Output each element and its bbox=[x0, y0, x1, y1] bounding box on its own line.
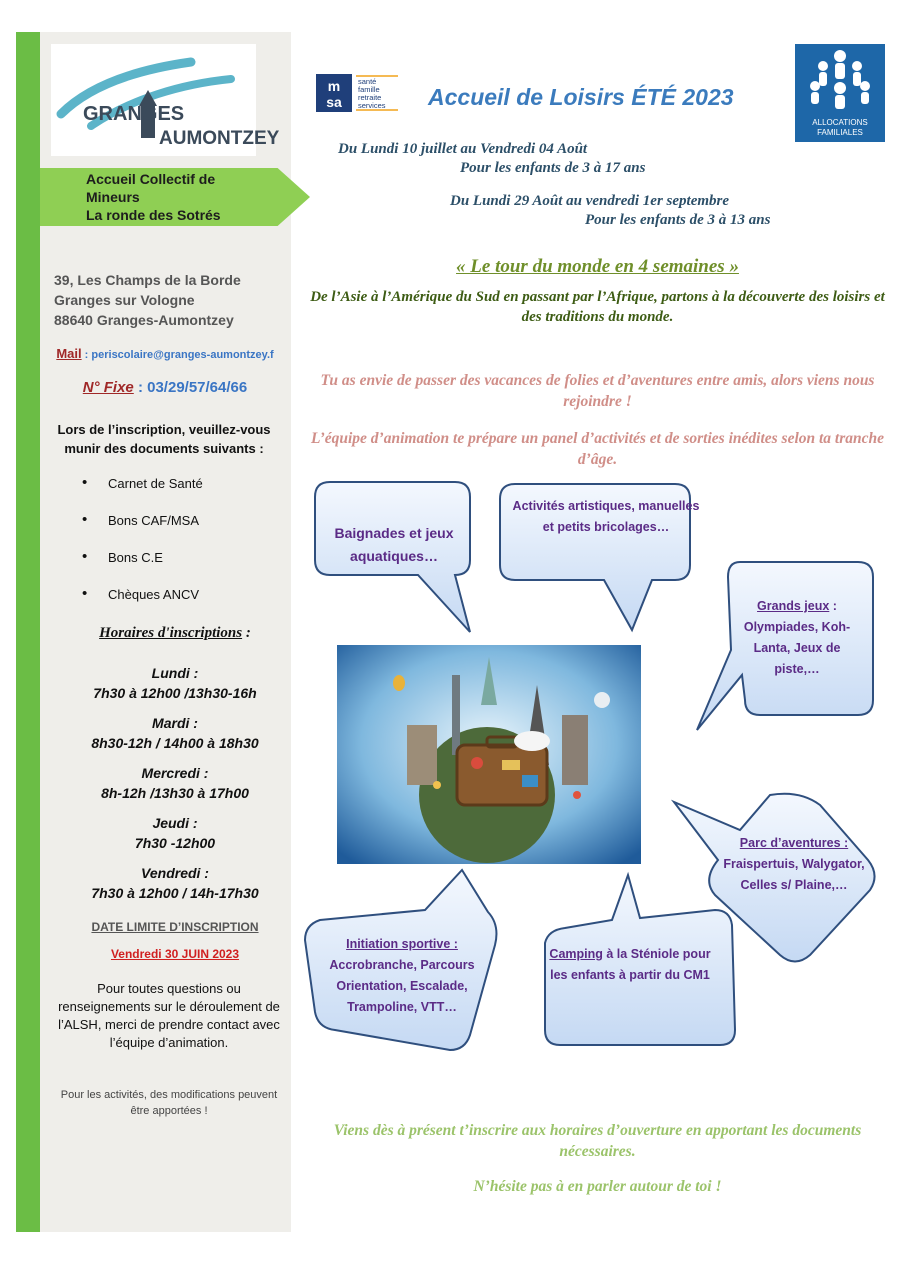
msa-line-3: retraite bbox=[358, 93, 382, 102]
bubble-adventure-parks bbox=[718, 833, 870, 896]
bubble-sports bbox=[320, 934, 484, 1018]
pitch-2: L’équipe d’animation te prépare un panel d’activités et de sorties inédites selon ta tranche d’âge. bbox=[310, 430, 885, 468]
address-line-2: Granges sur Vologne bbox=[54, 292, 195, 308]
documents-intro: Lors de l’inscription, veuillez-vous munir des documents suivants : bbox=[57, 422, 271, 456]
horaires-title: Horaires d'inscriptions : bbox=[99, 625, 251, 641]
period-2-ages: Pour les enfants de 3 à 13 ans bbox=[585, 212, 771, 228]
bubble-sports-text: Accrobranche, Parcours Orientation, Escalade, Trampoline, VTT… bbox=[329, 958, 475, 1014]
mail-line: Mail : periscolaire@granges-aumontzey.f bbox=[56, 346, 274, 361]
questions-note: Pour toutes questions ou renseignements sur le déroulement de l’ALSH, merci de prendre contact avec l’équipe d’animation. bbox=[58, 981, 280, 1050]
bubble-swimming: Baignades et jeux aquatiques… bbox=[334, 525, 454, 564]
list-item: • Bons C.E bbox=[80, 550, 280, 587]
day-name: Vendredi : bbox=[141, 865, 209, 881]
day-name: Lundi : bbox=[151, 665, 199, 681]
footer-invitation: Viens dès à présent t’inscrire aux horaires d’ouverture en apportant les documents nécessaires. bbox=[333, 1122, 862, 1160]
bubble-big-games-text: : Olympiades, Koh-Lanta, Jeux de piste,… bbox=[743, 599, 851, 676]
tower-shape bbox=[452, 675, 460, 755]
day-name: Jeudi : bbox=[152, 815, 198, 831]
logo-text-1: GRANGES bbox=[83, 103, 185, 125]
msa-line-4: services bbox=[358, 101, 386, 110]
pitch-1: Tu as envie de passer des vacances de folies et d’aventures entre amis, alors viens nous rejoindre ! bbox=[320, 372, 875, 410]
day-hours: 8h-12h /13h30 à 17h00 bbox=[101, 784, 249, 801]
day-name: Mercredi : bbox=[141, 765, 209, 781]
deadline-date: Vendredi 30 JUIN 2023 bbox=[110, 947, 240, 961]
acm-line-3: La ronde des Sotrés bbox=[86, 207, 221, 223]
horaires-title-text: Horaires d'inscriptions bbox=[99, 625, 243, 641]
page-title: Accueil de Loisirs ÉTÉ 2023 bbox=[428, 84, 734, 110]
address-line-3: 88640 Granges-Aumontzey bbox=[54, 312, 234, 328]
svg-text:m: m bbox=[327, 78, 341, 94]
list-item: • Carnet de Santé bbox=[80, 476, 280, 513]
period-2-dates: Du Lundi 29 Août au vendredi 1er septembre bbox=[450, 193, 730, 209]
theme-subtitle: De l’Asie à l’Amérique du Sud en passant par l’Afrique, partons à la découverte des loisirs et des traditions du monde. bbox=[310, 289, 885, 325]
deadline-label: DATE LIMITE D’INSCRIPTION bbox=[91, 920, 259, 934]
modifications-note: Pour les activités, des modifications peuvent être apportées ! bbox=[60, 1089, 278, 1117]
hat bbox=[514, 731, 550, 751]
bubble-camping-title: Camping bbox=[549, 947, 603, 961]
msa-line-2: famille bbox=[358, 85, 380, 94]
acm-line-2: Mineurs bbox=[86, 189, 140, 205]
period-1-ages: Pour les enfants de 3 à 17 ans bbox=[460, 160, 646, 176]
day-name: Mardi : bbox=[152, 715, 198, 731]
bubble-parks-text: Fraispertuis, Walygator, Celles s/ Plaine,… bbox=[723, 857, 865, 892]
moon bbox=[594, 692, 610, 708]
address-line-1: 39, Les Champs de la Borde bbox=[54, 272, 241, 288]
day-hours: 7h30 -12h00 bbox=[134, 834, 216, 851]
caf-line-2: FAMILIALES bbox=[817, 128, 863, 137]
list-item: • Bons CAF/MSA bbox=[80, 513, 280, 550]
bubble-parks-title: Parc d’aventures : bbox=[739, 836, 849, 850]
caf-line-1: ALLOCATIONS bbox=[812, 118, 868, 127]
theme-title: « Le tour du monde en 4 semaines » bbox=[456, 256, 739, 277]
phone-line: N° Fixe : 03/29/57/64/66 bbox=[82, 379, 248, 396]
bubble-big-games bbox=[735, 596, 859, 680]
phone-label: N° Fixe bbox=[82, 379, 134, 396]
bubble-big-games-title: Grands jeux bbox=[757, 599, 830, 613]
footer-share: N’hésite pas à en parler autour de toi ! bbox=[473, 1178, 722, 1195]
mail-value[interactable]: periscolaire@granges-aumontzey.f bbox=[91, 349, 274, 361]
balloon bbox=[393, 675, 405, 691]
bubble-camping bbox=[548, 944, 712, 986]
day-hours: 7h30 à 12h00 / 14h-17h30 bbox=[91, 884, 259, 901]
phone-value[interactable]: 03/29/57/64/66 bbox=[147, 379, 248, 396]
world-travel-illustration bbox=[337, 645, 641, 864]
mail-label: Mail bbox=[56, 346, 82, 361]
svg-text:sa: sa bbox=[326, 94, 342, 110]
msa-line-1: santé bbox=[358, 77, 377, 86]
bubble-sports-title: Initiation sportive : bbox=[346, 937, 458, 951]
acm-line-1: Accueil Collectif de bbox=[86, 171, 216, 187]
bubble-camping-text: à la Sténiole pour les enfants à partir du CM1 bbox=[550, 947, 711, 982]
period-1-dates: Du Lundi 10 juillet au Vendredi 04 Août bbox=[338, 141, 588, 157]
logo-text-2: AUMONTZEY bbox=[159, 128, 280, 149]
list-item: • Chèques ANCV bbox=[80, 587, 280, 624]
day-hours: 7h30 à 12h00 /13h30-16h bbox=[93, 684, 257, 701]
bubble-arts: Activités artistiques, manuelles et petits bricolages… bbox=[512, 499, 700, 534]
day-hours: 8h30-12h / 14h00 à 18h30 bbox=[91, 734, 259, 751]
